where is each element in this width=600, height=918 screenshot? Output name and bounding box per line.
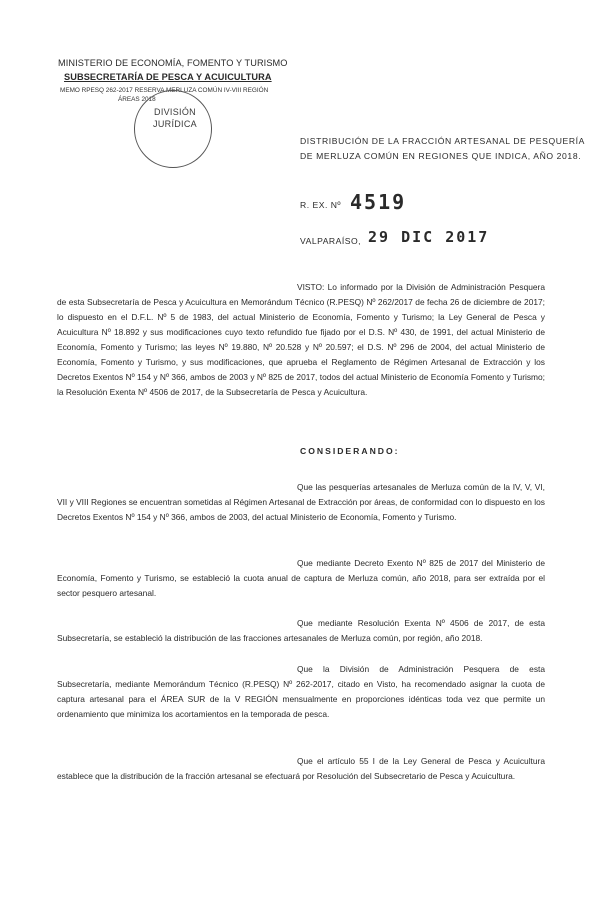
memo-reference-year: ÁREAS 2018 <box>118 96 156 103</box>
resolution-city: VALPARAÍSO, <box>300 236 362 246</box>
stamp-text <box>150 106 200 130</box>
visto-paragraph: VISTO: Lo informado por la División de Administración Pesquera de esta Subsecretaría de Pesca y Acuicultura en Memorándum Técnico (R.PESQ) Nº 262/2017 de fecha 26 de diciembre de 2017; lo dispuesto en el D.F.L. Nº 5 de 1983, del actual Ministerio de Economía, Fomento y Turismo; la Ley General de Pesca y Acuicultura Nº 18.892 y sus modificaciones cuyo texto refundido fue fijado por el D.S. Nº 430, de 1991, del actual Ministerio de Economía, Fomento y Turismo; las leyes Nº 19.880, Nº 20.528 y Nº 20.597; el D.S. Nº 296 de 2004, del actual Ministerio de Economía, Fomento y Turismo, y sus modificaciones, que aprueba el Reglamento de Régimen Artesanal de Extracción y los Decretos Exentos Nº 154 y Nº 366, ambos de 2003 y Nº 825 de 2017, todos del actual Ministerio de Economía Fomento y Turismo; la Resolución Exenta Nº 4506 de 2017, de la Subsecretaría de Pesca y Acuicultura. <box>57 282 545 397</box>
stamp-line-2: JURÍDICA <box>153 119 197 129</box>
considerando-1: Que las pesquerías artesanales de Merluza común de la IV, V, VI, VII y VIII Regiones se encuentran sometidas al Régimen Artesanal de Extracción por áreas, de conformidad con lo dispuesto en los Decretos Exentos Nº 154 y Nº 366, ambos de 2003, del actual Ministerio de Economía, Fomento y Turismo. <box>57 482 545 522</box>
resolution-number-label: R. EX. Nº <box>300 200 342 210</box>
resolution-date: 29 DIC 2017 <box>368 228 490 246</box>
resolution-number: 4519 <box>350 190 407 214</box>
considerando-4: Que la División de Administración Pesquera de esta Subsecretaría, mediante Memorándum Técnico (R.PESQ) Nº 262-2017, citado en Visto, ha recomendado asignar la cuota de captura artesanal para el ÁREA SUR de la V REGIÓN mensualmente en proporciones idénticas toda vez que permite un ordenamiento que minimiza los acortamientos en la temporada de pesca. <box>57 664 545 719</box>
considerando-2: Que mediante Decreto Exento Nº 825 de 2017 del Ministerio de Economía, Fomento y Turismo, se estableció la cuota anual de captura de Merluza común, año 2018, para ser extraída por el sector pesquero artesanal. <box>57 558 545 598</box>
considerando-heading: CONSIDERANDO: <box>300 446 400 456</box>
memo-reference: MEMO RPESQ 262-2017 RESERVA MERLUZA COMÚN IV-VIII REGIÓN <box>60 87 269 94</box>
stamp-line-1: DIVISIÓN <box>154 107 196 117</box>
ministry-name: MINISTERIO DE ECONOMÍA, FOMENTO Y TURISMO <box>58 58 288 68</box>
considerando-5: Que el artículo 55 I de la Ley General de Pesca y Acuicultura establece que la distribución de la fracción artesanal se efectuará por Resolución del Subsecretario de Pesca y Acuicultura. <box>57 756 545 781</box>
subsecretaria-name: SUBSECRETARÍA DE PESCA Y ACUICULTURA <box>64 72 272 82</box>
resolution-subject: DISTRIBUCIÓN DE LA FRACCIÓN ARTESANAL DE PESQUERÍA DE MERLUZA COMÚN EN REGIONES QUE INDICA, AÑO 2018. <box>300 136 586 161</box>
considerando-3: Que mediante Resolución Exenta Nº 4506 de 2017, de esta Subsecretaría, se estableció la distribución de las fracciones artesanales de Merluza común, por región, año 2018. <box>57 618 545 643</box>
